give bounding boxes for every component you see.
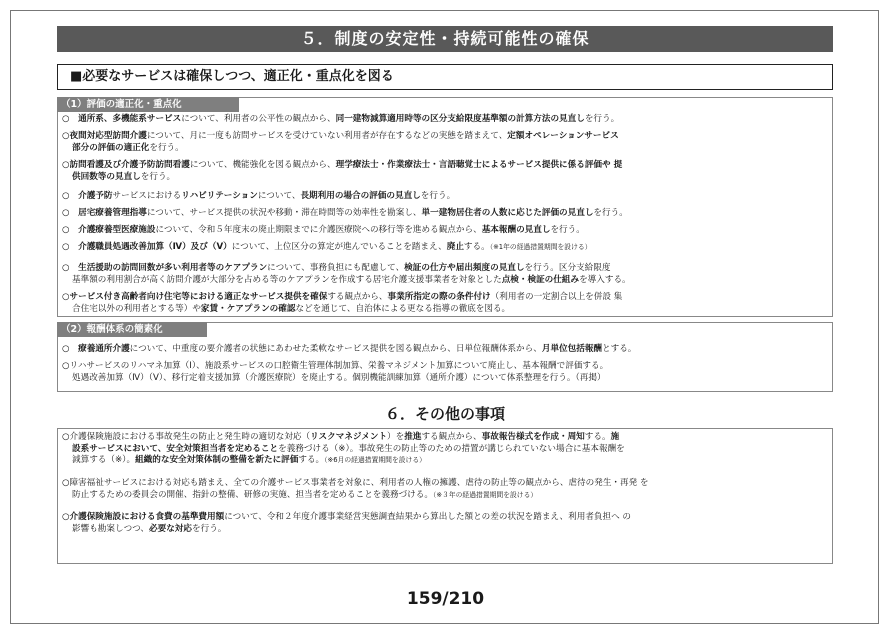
list-item: ○訪問看護及び介護予防訪問看護について、機能強化を図る観点から、理学療法士・作業療法士・言語聴覚士によるサービス提供に係る評価や 提 供回数等の見直しを行う。 bbox=[62, 160, 623, 182]
list-item: ○ 生活援助の訪問回数が多い利用者等のケアプランについて、事務負担にも配慮して、検証の仕方や届出頻度の見直しを行う。区分支給限度 基準額の利用割合が高く訪問介護が大部分を占める等のケアプランを作成する居宅介護支援事業者を対象とした点検・検証の仕組みを導入する。 bbox=[62, 263, 631, 285]
page-title: ５．制度の安定性・持続可能性の確保 bbox=[57, 26, 833, 52]
list-item: ○ 療養通所介護について、中重度の要介護者の状態にあわせた柔軟なサービス提供を図る観点から、日単位報酬体系から、月単位包括報酬とする。 bbox=[62, 344, 637, 354]
list-item: ○リハサービスのリハマネ加算（Ⅰ）、施設系サービスの口腔衛生管理体制加算、栄養マネジメント加算について廃止し、基本報酬で評価する。 処遇改善加算（Ⅳ）（Ⅴ）、移行定着支援加算（介護医療院）を廃止する。個別機能訓練加算（通所介護）について体系整理を行う。（再掲） bbox=[62, 361, 609, 383]
list-item: ○ 居宅療養管理指導について、サービス提供の状況や移動・滞在時間等の効率性を勘案し、単一建物居住者の人数に応じた評価の見直しを行う。 bbox=[62, 208, 628, 218]
list-item: ○障害福祉サービスにおける対応も踏まえ、全ての介護サービス事業者を対象に、利用者の人権の擁護、虐待の防止等の観点から、虐待の発生・再発 を 防止するための委員会の開催、指針の整備、研修の実施、担当者を定めることを義務づける。（※３年の経過措置期間を設ける） bbox=[62, 478, 649, 500]
list-item: ○ 介護予防サービスにおけるリハビリテーションについて、長期利用の場合の評価の見直しを行う。 bbox=[62, 191, 456, 201]
list-item: ○ 通所系、多機能系サービスについて、利用者の公平性の観点から、同一建物減算適用時等の区分支給限度基準額の計算方法の見直しを行う。 bbox=[62, 114, 620, 124]
list-item: ○ 介護職員処遇改善加算（Ⅳ）及び（Ⅴ）について、上位区分の算定が進んでいることを踏まえ、廃止する。（※1年の経過措置期間を設ける） bbox=[62, 242, 592, 252]
list-item: ○サービス付き高齢者向け住宅等における適正なサービス提供を確保する観点から、事業所指定の際の条件付け（利用者の一定割合以上を併設 集 合住宅以外の利用者とする等）や家賃・ケアプランの確認などを通じて、自治体による更なる指導の徹底を図る。 bbox=[62, 292, 623, 314]
list-item: ○介護保険施設における食費の基準費用額について、令和２年度介護事業経営実態調査結果から算出した額との差の状況を踏まえ、利用者負担へ の 影響も勘案しつつ、必要な対応を行う。 bbox=[62, 512, 632, 534]
section-1-label: （1）評価の適正化・重点化 bbox=[57, 97, 239, 112]
section-2-label: （2）報酬体系の簡素化 bbox=[57, 322, 207, 337]
page-number: 159/210 bbox=[406, 589, 485, 609]
section-heading-other: ６．その他の事項 bbox=[384, 405, 505, 423]
list-item: ○ 介護療養型医療施設について、令和５年度末の廃止期限までに介護医療院への移行等を進める観点から、基本報酬の見直しを行う。 bbox=[62, 225, 585, 235]
list-item: ○夜間対応型訪問介護について、月に一度も訪問サービスを受けていない利用者が存在するなどの実態を踏まえて、定額オペレーションサービス 部分の評価の適正化を行う。 bbox=[62, 131, 619, 153]
list-item: ○介護保険施設における事故発生の防止と発生時の適切な対応（リスクマネジメント）を推進する観点から、事故報告様式を作成・周知する。施 設系サービスにおいて、安全対策担当者を定めることを義務づける（※）。事故発生の防止等のための措置が講じられていない場合に基本報酬を 減算する（※）。組織的な安全対策体制の整備を新たに評価する。（※6月の経過措置期間を設ける） bbox=[62, 432, 625, 465]
subheading-box: ■必要なサービスは確保しつつ、適正化・重点化を図る bbox=[57, 64, 833, 90]
